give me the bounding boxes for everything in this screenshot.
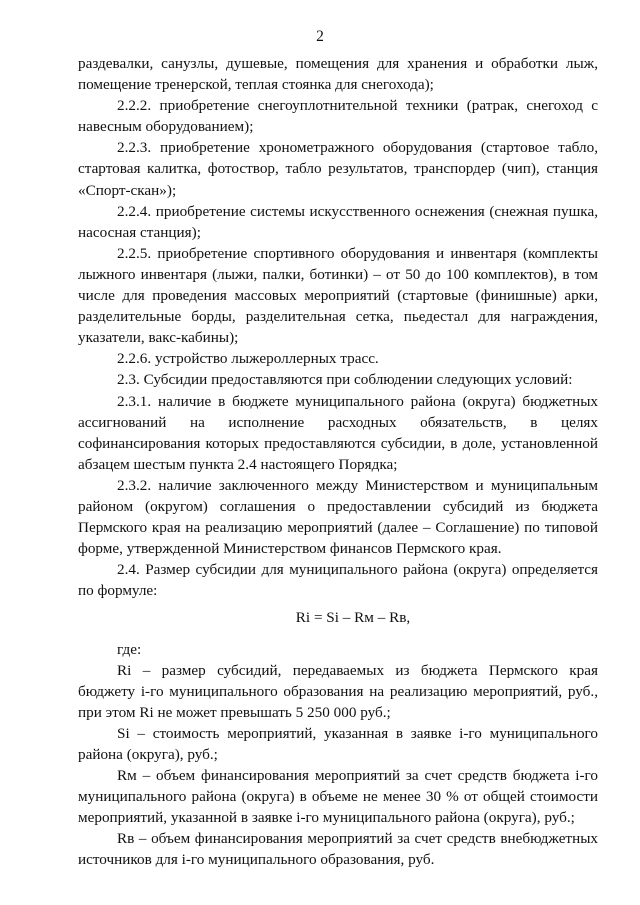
subsidy-formula: Ri = Si – Rм – Rв, [295,609,411,627]
paragraph-2-2-5: 2.2.5. приобретение спортивного оборудования и инвентаря (комплекты лыжного инвентаря (лыжи, палки, ботинки) – от 50 до 100 комплектов), в том числе для проведения массовых мероприятий (стартовые (финишные) арки, разделительные борды, разделительная сетка, пьедестал для награждения, указатели, вакс-кабины); [78,244,598,347]
paragraph-2-2-3: 2.2.3. приобретение хронометражного оборудования (стартовое табло, стартовая калитка, фотоствор, табло результатов, транспордер (чип), станция «Спорт-скан»); [78,139,598,199]
paragraph-2-2-6: 2.2.6. устройство лыжероллерных трасс. [117,350,379,368]
definition-si: Si – стоимость мероприятий, указанная в заявке i-го муниципального района (округа), руб.; [78,724,598,763]
paragraph-continuation: раздевалки, санузлы, душевые, помещения для хранения и обработки лыж, помещение тренерской, теплая стоянка для снегохода); [78,55,598,94]
paragraph-2-3-2: 2.3.2. наличие заключенного между Министерством и муниципальным районом (округом) соглашения о предоставлении субсидий из бюджета Пермского края на реализацию мероприятий (далее – Соглашение) по типовой форме, утвержденной Министерством финансов Пермского края. [78,476,598,558]
paragraph-2-2-2: 2.2.2. приобретение снегоуплотнительной техники (ратрак, снегоход с навесным оборудованием); [78,97,598,136]
page-number: 2 [316,28,324,45]
definition-rm: Rм – объем финансирования мероприятий за счет средств бюджета i-го муниципального района (округа) в объеме не менее 30 % от общей стоимости мероприятий, указанной в заявке i-го муниципального района (округа), руб.; [78,767,598,827]
paragraph-2-3: 2.3. Субсидии предоставляются при соблюдении следующих условий: [117,371,573,389]
definition-ri: Ri – размер субсидий, передаваемых из бюджета Пермского края бюджету i-го муниципального образования на реализацию мероприятий, руб., при этом Ri не может превышать 5 250 000 руб.; [78,661,598,721]
document-body [78,53,598,871]
paragraph-2-4: 2.4. Размер субсидии для муниципального района (округа) определяется по формуле: [78,561,598,600]
paragraph-where: где: [117,640,142,658]
paragraph-2-3-1: 2.3.1. наличие в бюджете муниципального района (округа) бюджетных ассигнований на исполнение расходных обязательств, в целях софинансирования которых предоставляются субсидии, в доле, установленной абзацем шестым пункта 2.4 настоящего Порядка; [78,392,598,473]
definition-rv: Rв – объем финансирования мероприятий за счет средств внебюджетных источников для i-го муниципального образования, руб. [78,830,598,869]
paragraph-2-2-4: 2.2.4. приобретение системы искусственного оснежения (снежная пушка, насосная станция); [78,202,598,241]
